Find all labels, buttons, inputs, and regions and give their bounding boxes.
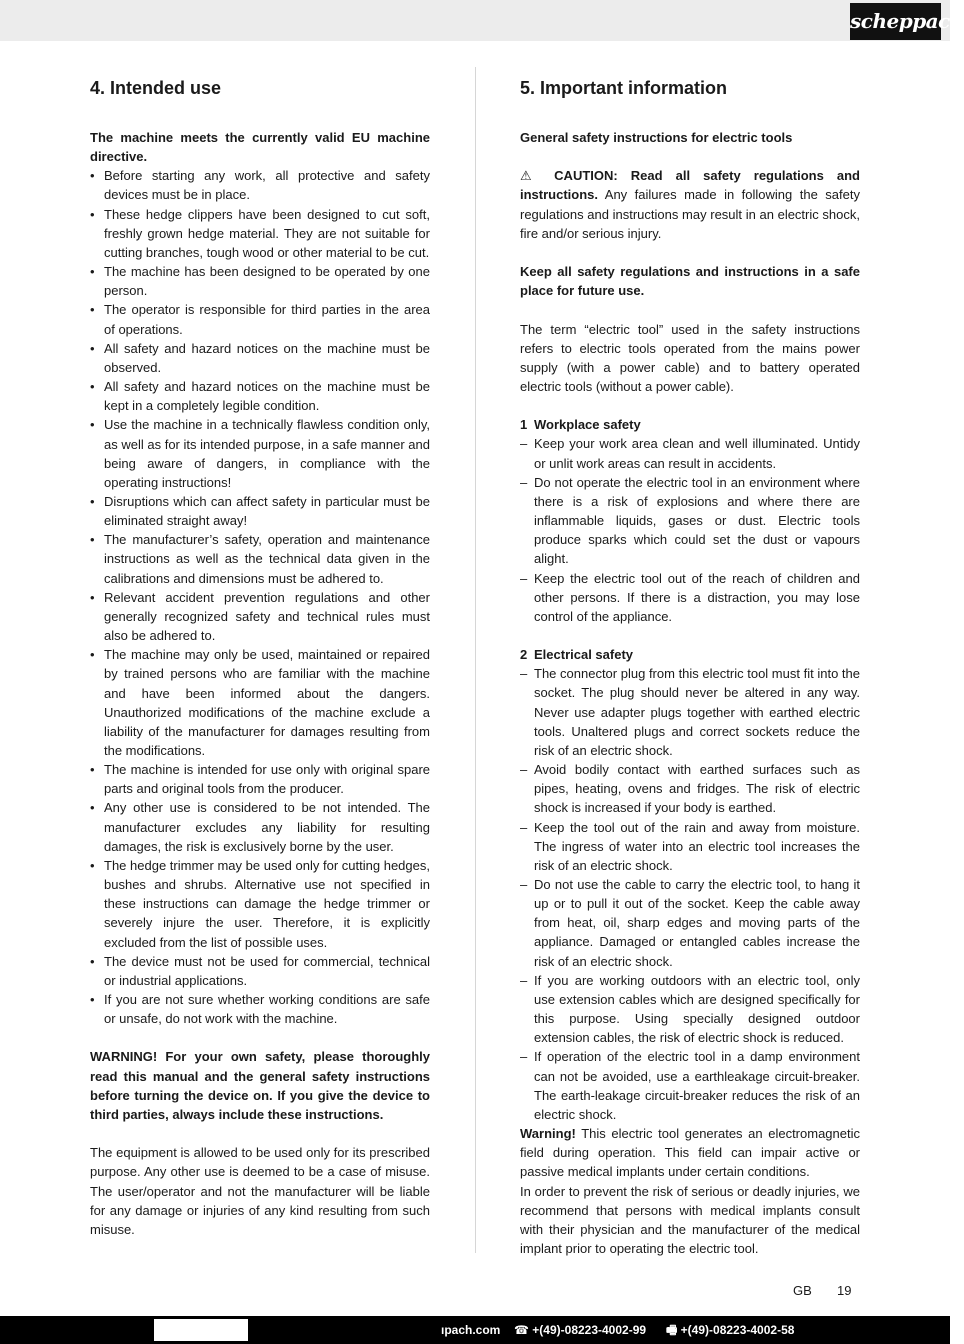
page-number: 19 (837, 1283, 852, 1298)
caution-label: CAUTION: Read all safety regulations and instructions. (520, 168, 860, 203)
phone-contact: ☎ +(49)-08223-4002-99 (514, 1323, 647, 1337)
list-item: – Do not operate the electric tool in an environment where there is a risk of explosions and where there are inflammable liquids, gases or dust. Electric tools produce sparks which could set the dust or vapours alight. (520, 473, 860, 569)
list-item: • These hedge clippers have been designed to cut soft, freshly grown hedge material. They are not suitable for cutting branches, tough wood or other material to be cut. (90, 205, 430, 262)
list-item: – Keep your work area clean and well illuminated. Untidy or unlit work areas can result in accidents. (520, 434, 860, 472)
list-item: • Before starting any work, all protective and safety devices must be in place. (90, 166, 430, 204)
footer-logo-box (154, 1319, 248, 1341)
column-divider (475, 67, 476, 1253)
intended-use-list (90, 166, 430, 1028)
list-item: • The machine may only be used, maintained or repaired by trained persons who are familiar with the machine and have been informed about the dangers. Unauthorized modifications of the machine exclude a liability of the manufacturer for damages resulting from the modifications. (90, 645, 430, 760)
list-item: • The device must not be used for commercial, technical or industrial applications. (90, 952, 430, 990)
list-item: • Any other use is considered to be not intended. The manufacturer excludes any liability for resulting damages, the risk is exclusively borne by the user. (90, 798, 430, 855)
safety-warning: WARNING! For your own safety, please thoroughly read this manual and the general safety instructions before turning the device on. If you give the device to third parties, always include these instructions. (90, 1049, 430, 1122)
fax-icon: 🖷 (666, 1323, 678, 1337)
list-item: • All safety and hazard notices on the machine must be kept in a completely legible condition. (90, 377, 430, 415)
electrical-safety-list (520, 664, 860, 1124)
contact-bar (0, 1316, 950, 1344)
keep-instructions-note: Keep all safety regulations and instructions in a safe place for future use. (520, 264, 860, 299)
fax-contact: 🖷 +(49)-08223-4002-58 (666, 1323, 795, 1337)
list-item: • The machine has been designed to be operated by one person. (90, 262, 430, 300)
section-heading-important-information: 5. Important information (520, 78, 727, 98)
list-item: – Keep the electric tool out of the reach of children and other persons. If there is a distraction, you may lose control of the appliance. (520, 569, 860, 626)
list-item: • If you are not sure whether working conditions are safe or unsafe, do not work with the machine. (90, 990, 430, 1028)
list-item: – If operation of the electric tool in a damp environment can not be avoided, use a earthleakage circuit-breaker. The earth-leakage circuit-breaker reduces the risk of an electric shock. (520, 1047, 860, 1124)
list-item: – If you are working outdoors with an electric tool, only use extension cables which are designed specifically for this purpose. Using specially designed outdoor extension cables, the risk of electric shock is reduced. (520, 971, 860, 1048)
list-item: • All safety and hazard notices on the machine must be observed. (90, 339, 430, 377)
directive-intro: The machine meets the currently valid EU machine directive. (90, 130, 430, 165)
list-item: • The manufacturer’s safety, operation and maintenance instructions as well as the technical data given in the calibrations and dimensions must be adhered to. (90, 530, 430, 587)
misuse-paragraph: The equipment is allowed to be used only for its prescribed purpose. Any other use is deemed to be a case of misuse. The user/operator and not the manufacturer will be liable for any damage or injuries of any kind resulting from such misuse. (90, 1145, 430, 1237)
list-item: • Relevant accident prevention regulations and other generally recognized safety and technical rules must also be adhered to. (90, 588, 430, 645)
top-bar (0, 0, 964, 41)
emf-warning-label: Warning! (520, 1126, 576, 1142)
emf-warning-text: This electric tool generates an electromagnetic field during operation. This field can impair active or passive medical implants under certain conditions. (520, 1126, 860, 1180)
brand-logo: scheppach (850, 3, 941, 40)
list-item: – The connector plug from this electric tool must fit into the socket. The plug should never be altered in any way. Never use adapter plugs together with earthed electric tools. Unaltered plugs and correct sockets reduce the risk of an electric shock. (520, 664, 860, 760)
page-footer (793, 1283, 852, 1298)
electrical-safety-heading: 2 Electrical safety (520, 647, 634, 663)
caution-text: Any failures made in following the safety regulations and instructions may result in an electric shock, fire and/or serious injury. (520, 187, 860, 241)
section-heading-intended-use: 4. Intended use (90, 78, 222, 98)
general-safety-subheading: General safety instructions for electric tools (520, 130, 793, 145)
workplace-safety-heading: 1 Workplace safety (520, 417, 641, 433)
list-item: • Disruptions which can affect safety in particular must be eliminated straight away! (90, 492, 430, 530)
list-item: • The machine is intended for use only with original spare parts and original tools from the producer. (90, 760, 430, 798)
workplace-safety-list (520, 434, 860, 626)
caution-paragraph (520, 166, 860, 243)
important-information-column (520, 76, 860, 1258)
list-item: • The operator is responsible for third parties in the area of operations. (90, 300, 430, 338)
website-link[interactable]: ıpach.com (441, 1323, 501, 1337)
electric-tool-definition: The term “electric tool” used in the safety instructions refers to electric tools operated from the mains power supply (with a power cable) and to battery operated electric tools (without a power cable). (520, 321, 860, 394)
list-item: • Use the machine in a technically flawless condition only, as well as for its intended purpose, in a safe manner and being aware of dangers, in compliance with the operating instructions! (90, 415, 430, 492)
list-item: – Do not use the cable to carry the electric tool, to hang it up or to pull it out of the socket. Keep the cable away from heat, oil, sharp edges and moving parts of the appliance. Damaged or entangled cables increase the risk of an electric shock. (520, 875, 860, 971)
list-item: – Keep the tool out of the rain and away from moisture. The ingress of water into an electric tool increases the risk of an electric shock. (520, 818, 860, 875)
language-code: GB (793, 1283, 812, 1298)
list-item: • The hedge trimmer may be used only for cutting hedges, bushes and shrubs. Alternative use not specified in these instructions can damage the hedge trimmer or severely injure the user. Therefore, it is explicitly excluded from the list of possible uses. (90, 856, 430, 952)
warning-triangle-icon: ⚠ (520, 168, 542, 184)
phone-icon: ☎ (514, 1323, 529, 1337)
emf-warning (520, 1124, 860, 1181)
intended-use-column (90, 76, 430, 1239)
list-item: – Avoid bodily contact with earthed surfaces such as pipes, heating, ovens and fridges. The risk of electric shock is increased if your body is earthed. (520, 760, 860, 817)
medical-implant-note: In order to prevent the risk of serious or deadly injuries, we recommend that persons with medical implants consult with their physician and the manufacturer of the medical implant prior to operating the electric tool. (520, 1183, 860, 1256)
